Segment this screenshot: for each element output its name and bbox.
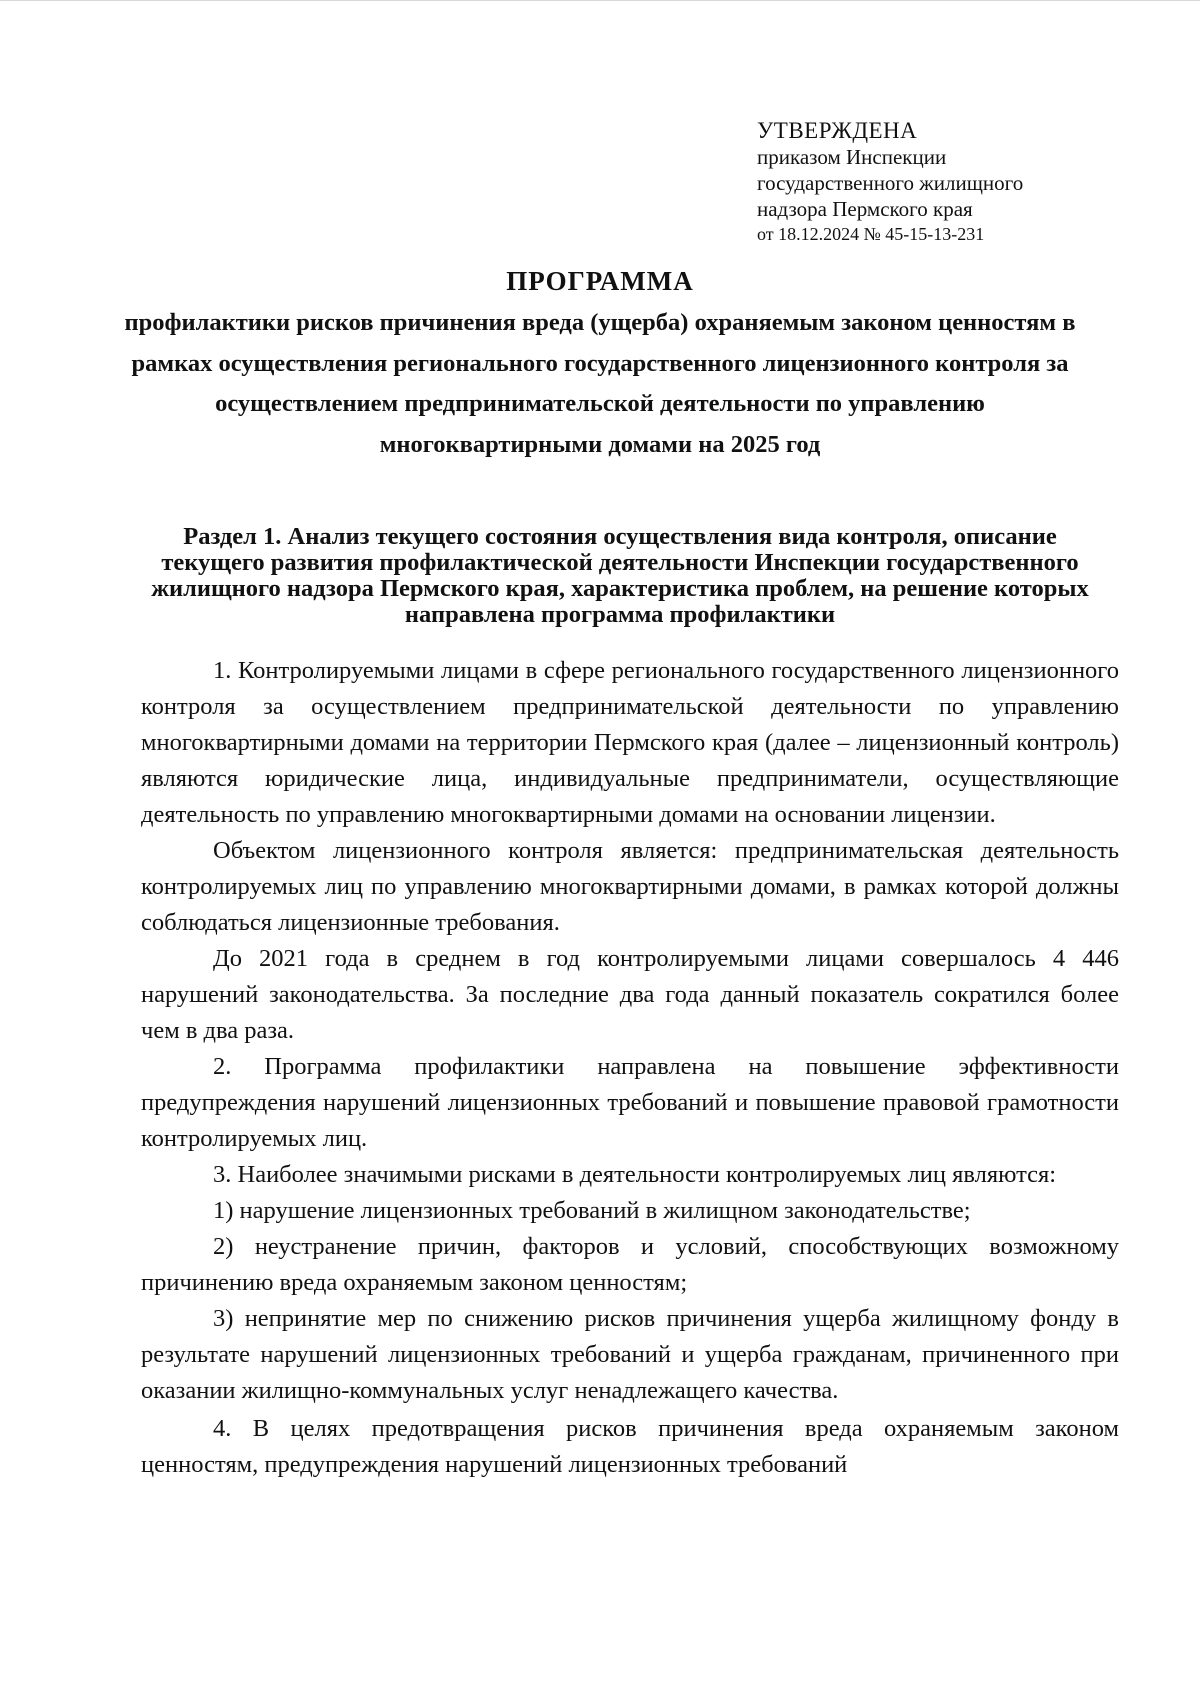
list-item-2: 2) неустранение причин, факторов и условий, способствующих возможному причинению вреда охраняемым законом ценностям; xyxy=(141,1233,1119,1296)
section-1-body xyxy=(141,653,1119,1483)
approval-stamp-block xyxy=(757,118,1137,246)
paragraph-2: Объектом лицензионного контроля является: предпринимательская деятельность контролируемых лиц по управлению многоквартирными домами, в рамках которой должны соблюдаться лицензионные требования. xyxy=(141,837,1119,936)
approval-line-2: государственного жилищного xyxy=(757,171,1024,195)
section-1-heading: Раздел 1. Анализ текущего состояния осуществления вида контроля, описание текущего развития профилактической деятельности Инспекции государственного жилищного надзора Пермского края, характеристика проблем, на решение которых направлена программа профилактики xyxy=(151,523,1089,628)
paragraph-4: 2. Программа профилактики направлена на повышение эффективности предупреждения нарушений лицензионных требований и повышение правовой грамотности контролируемых лиц. xyxy=(141,1053,1119,1152)
approval-heading: УТВЕРЖДЕНА xyxy=(757,118,918,143)
paragraph-6: 4. В целях предотвращения рисков причинения вреда охраняемым законом ценностям, предупреждения нарушений лицензионных требований xyxy=(141,1415,1119,1478)
list-item-1: 1) нарушение лицензионных требований в жилищном законодательстве; xyxy=(213,1197,971,1224)
paragraph-3: До 2021 года в среднем в год контролируемыми лицами совершалось 4 446 нарушений законодательства. За последние два года данный показатель сократился более чем в два раза. xyxy=(141,945,1119,1044)
approval-date: от 18.12.2024 № 45-15-13-231 xyxy=(757,224,985,244)
document-subtitle: профилактики рисков причинения вреда (ущерба) охраняемым законом ценностям в рамках осуществления регионального государственного лицензионного контроля за осуществлением предпринимательской деятельности по управлению многоквартирными домами на 2025 год xyxy=(124,309,1076,458)
list-item-3: 3) непринятие мер по снижению рисков причинения ущерба жилищному фонду в результате нарушений лицензионных требований и ущерба гражданам, причиненного при оказании жилищно-коммунальных услуг ненадлежащего качества. xyxy=(141,1305,1119,1404)
paragraph-1: 1. Контролируемыми лицами в сфере регионального государственного лицензионного контроля за осуществлением предпринимательской деятельности по управлению многоквартирными домами на территории Пермского края (далее – лицензионный контроль) являются юридические лица, индивидуальные предприниматели, осуществляющие деятельность по управлению многоквартирными домами на основании лицензии. xyxy=(141,657,1119,828)
approval-line-3: надзора Пермского края xyxy=(757,197,973,221)
paragraph-5: 3. Наиболее значимыми рисками в деятельности контролируемых лиц являются: xyxy=(213,1161,1057,1188)
approval-line-1: приказом Инспекции xyxy=(757,145,947,169)
document-title: ПРОГРАММА xyxy=(506,266,694,296)
